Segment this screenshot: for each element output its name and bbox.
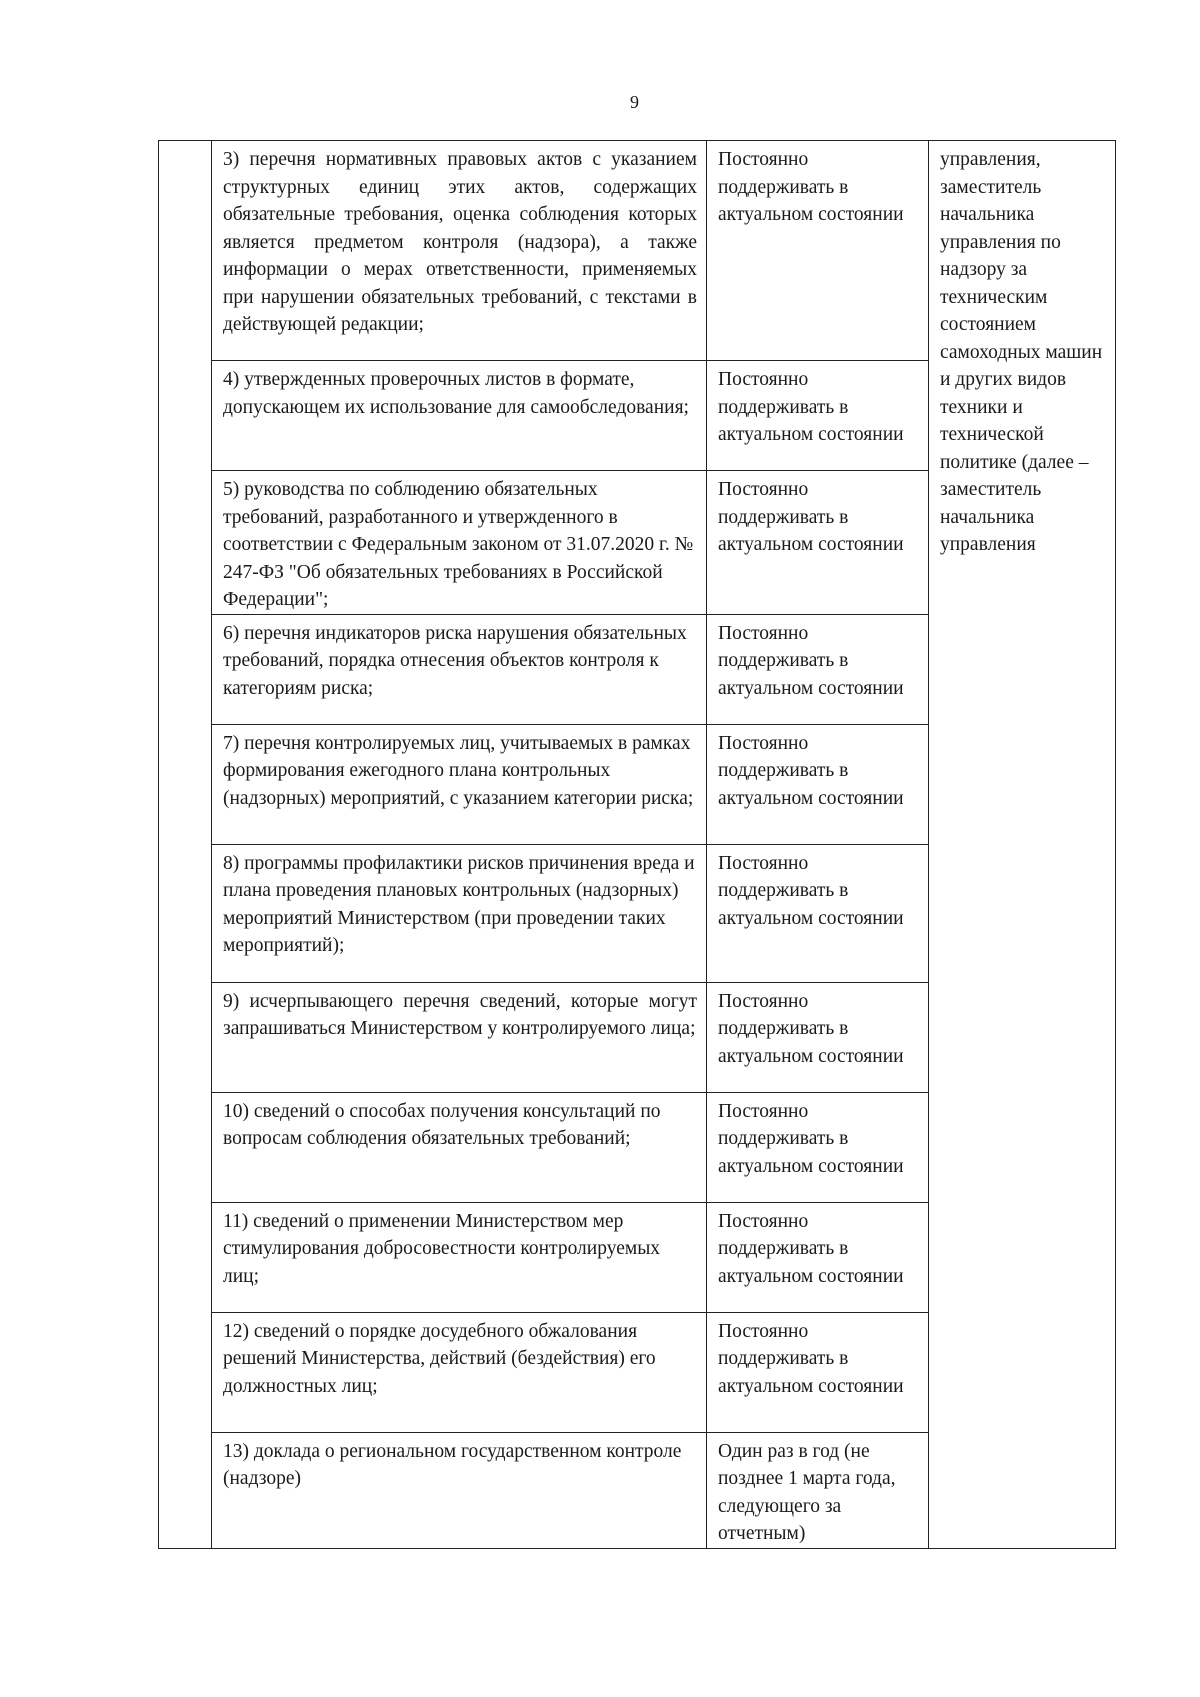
term-cell: Постоянно поддерживать в актуальном состоянии (707, 1202, 929, 1312)
term-cell: Постоянно поддерживать в актуальном состоянии (707, 982, 929, 1092)
measure-cell: 11) сведений о применении Министерством мер стимулирования добросовестности контролируемых лиц; (212, 1202, 707, 1312)
term-cell: Постоянно поддерживать в актуальном состоянии (707, 1312, 929, 1432)
measure-cell: 4) утвержденных проверочных листов в формате, допускающем их использование для самообследования; (212, 361, 707, 471)
measure-cell: 6) перечня индикаторов риска нарушения обязательных требований, порядка отнесения объектов контроля к категориям риска; (212, 614, 707, 724)
term-cell: Постоянно поддерживать в актуальном состоянии (707, 844, 929, 982)
measures-table (158, 140, 1116, 1549)
number-column-cell (159, 141, 212, 1549)
measure-cell: 8) программы профилактики рисков причинения вреда и плана проведения плановых контрольных (надзорных) мероприятий Министерством (при проведении таких мероприятий); (212, 844, 707, 982)
measure-cell: 9) исчерпывающего перечня сведений, которые могут запрашиваться Министерством у контролируемого лица; (212, 982, 707, 1092)
table-row (159, 141, 1116, 361)
responsible-cell: управления, заместитель начальника управления по надзору за техническим состоянием самоходных машин и других видов техники и технической политике (далее – заместитель начальника управления (929, 141, 1116, 1549)
measure-cell: 3) перечня нормативных правовых актов с указанием структурных единиц этих актов, содержащих обязательные требования, оценка соблюдения которых является предметом контроля (надзора), а также информации о мерах ответственности, применяемых при нарушении обязательных требований, с текстами в действующей редакции; (212, 141, 707, 361)
term-cell: Один раз в год (не позднее 1 марта года, следующего за отчетным) (707, 1432, 929, 1548)
measure-cell: 10) сведений о способах получения консультаций по вопросам соблюдения обязательных требований; (212, 1092, 707, 1202)
term-cell: Постоянно поддерживать в актуальном состоянии (707, 724, 929, 844)
page-number: 9 (630, 92, 639, 112)
measure-cell: 12) сведений о порядке досудебного обжалования решений Министерства, действий (бездействия) его должностных лиц; (212, 1312, 707, 1432)
measure-cell: 13) доклада о региональном государственном контроле (надзоре) (212, 1432, 707, 1548)
term-cell: Постоянно поддерживать в актуальном состоянии (707, 141, 929, 361)
term-cell: Постоянно поддерживать в актуальном состоянии (707, 1092, 929, 1202)
term-cell: Постоянно поддерживать в актуальном состоянии (707, 471, 929, 615)
term-cell: Постоянно поддерживать в актуальном состоянии (707, 361, 929, 471)
measure-cell: 7) перечня контролируемых лиц, учитываемых в рамках формирования ежегодного плана контрольных (надзорных) мероприятий, с указанием категории риска; (212, 724, 707, 844)
term-cell: Постоянно поддерживать в актуальном состоянии (707, 614, 929, 724)
measure-cell: 5) руководства по соблюдению обязательных требований, разработанного и утвержденного в соответствии с Федеральным законом от 31.07.2020 г. № 247-ФЗ "Об обязательных требованиях в Российской Федерации"; (212, 471, 707, 615)
